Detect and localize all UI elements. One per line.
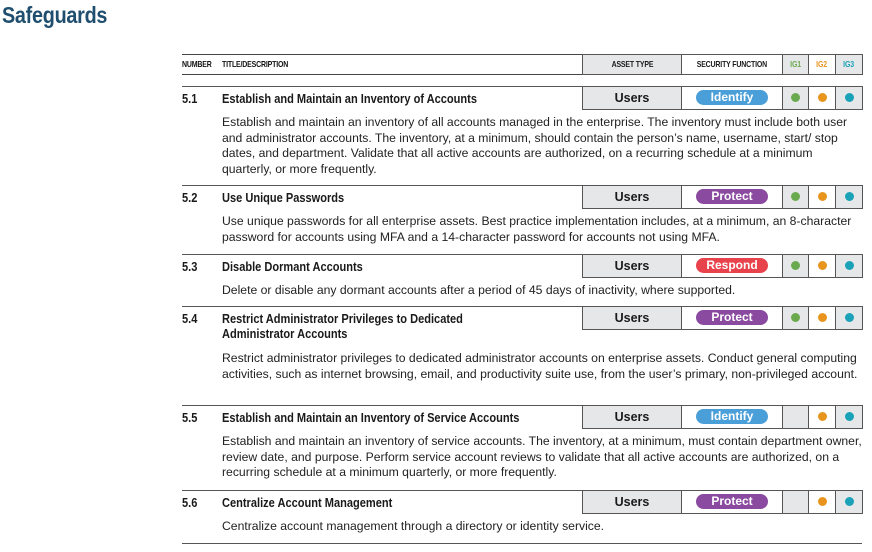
safeguards-table <box>182 54 862 533</box>
ig3-cell <box>835 254 863 278</box>
header-title: TITLE/DESCRIPTION <box>222 59 289 69</box>
ig1-cell <box>782 405 809 429</box>
ig2-dot-icon <box>818 93 827 102</box>
security-function-cell <box>681 306 783 330</box>
ig2-cell <box>808 405 836 429</box>
table-row <box>182 86 862 175</box>
header-security-function: SECURITY FUNCTION <box>681 54 783 75</box>
table-bottom-rule <box>182 543 862 544</box>
identify-badge: Identify <box>696 409 768 424</box>
table-row <box>182 254 862 307</box>
ig3-dot-icon <box>845 93 854 102</box>
safeguard-number: 5.1 <box>182 91 198 106</box>
asset-type-cell: Users <box>582 185 682 209</box>
ig3-dot-icon <box>845 412 854 421</box>
ig2-cell <box>808 86 836 110</box>
safeguard-title: Use Unique Passwords <box>222 190 345 205</box>
respond-badge: Respond <box>696 258 768 273</box>
safeguard-description: Restrict administrator privileges to dedicated administrator accounts on enterprise assets. Conduct general computing activities, such as internet browsing, email, and productivity suite use, from the user’s primary, non-privileged account. <box>222 351 858 381</box>
ig1-dot-icon <box>791 192 800 201</box>
ig3-cell <box>835 185 863 209</box>
safeguard-number: 5.6 <box>182 495 198 510</box>
table-row <box>182 405 862 492</box>
ig2-dot-icon <box>818 261 827 270</box>
safeguard-description: Establish and maintain an inventory of service accounts. The inventory, at a minimum, must contain department owner, review date, and purpose. Perform service account reviews to validate that all active accounts are authorized, on a recurring schedule at a minimum quarterly, or more frequently. <box>222 434 862 479</box>
ig2-cell <box>808 254 836 278</box>
table-row <box>182 306 862 407</box>
table-row <box>182 185 862 256</box>
asset-type-cell: Users <box>582 254 682 278</box>
safeguard-description: Use unique passwords for all enterprise assets. Best practice implementation includes, at a minimum, an 8-character password for accounts using MFA and a 14-character password for accounts not using MFA. <box>222 214 852 244</box>
safeguard-description: Centralize account management through a directory or identity service. <box>222 519 605 533</box>
asset-type-cell: Users <box>582 306 682 330</box>
ig1-dot-icon <box>791 261 800 270</box>
ig1-cell <box>782 254 809 278</box>
ig1-dot-icon <box>791 93 800 102</box>
protect-badge: Protect <box>696 189 768 204</box>
safeguard-title: Disable Dormant Accounts <box>222 259 363 274</box>
security-function-cell <box>681 254 783 278</box>
ig1-cell <box>782 185 809 209</box>
page-title: Safeguards <box>2 2 108 28</box>
ig1-dot-icon <box>791 313 800 322</box>
safeguard-number: 5.3 <box>182 259 198 274</box>
ig1-cell <box>782 306 809 330</box>
ig3-dot-icon <box>845 192 854 201</box>
ig1-cell <box>782 490 809 514</box>
security-function-cell <box>681 490 783 514</box>
table-header <box>182 54 862 75</box>
ig3-dot-icon <box>845 313 854 322</box>
ig2-dot-icon <box>818 497 827 506</box>
safeguard-title: Centralize Account Management <box>222 495 393 510</box>
protect-badge: Protect <box>696 494 768 509</box>
asset-type-cell: Users <box>582 490 682 514</box>
ig1-cell <box>782 86 809 110</box>
security-function-cell <box>681 405 783 429</box>
header-ig3: IG3 <box>835 54 863 75</box>
identify-badge: Identify <box>696 90 768 105</box>
safeguard-description: Establish and maintain an inventory of all accounts managed in the enterprise. The inventory must include both user and administrator accounts. The inventory, at a minimum, should contain the person’s name, username, start/ stop dates, and department. Validate that all active accounts are authorized, on a recurring schedule at a minimum quarterly, or more frequently. <box>222 115 848 176</box>
safeguard-number: 5.2 <box>182 190 198 205</box>
safeguard-title: Restrict Administrator Privileges to Dedicated Administrator Accounts <box>222 311 463 341</box>
ig3-cell <box>835 405 863 429</box>
ig2-cell <box>808 306 836 330</box>
safeguard-number: 5.5 <box>182 410 198 425</box>
ig2-dot-icon <box>818 412 827 421</box>
ig3-dot-icon <box>845 261 854 270</box>
header-number: NUMBER <box>182 59 212 69</box>
header-asset-type: ASSET TYPE <box>582 54 682 75</box>
ig3-cell <box>835 306 863 330</box>
ig3-cell <box>835 490 863 514</box>
ig2-cell <box>808 185 836 209</box>
ig3-cell <box>835 86 863 110</box>
safeguard-title: Establish and Maintain an Inventory of Service Accounts <box>222 410 520 425</box>
header-ig1: IG1 <box>782 54 809 75</box>
ig3-dot-icon <box>845 497 854 506</box>
ig2-dot-icon <box>818 313 827 322</box>
asset-type-cell: Users <box>582 405 682 429</box>
header-ig2: IG2 <box>808 54 836 75</box>
safeguard-number: 5.4 <box>182 311 198 326</box>
safeguard-title: Establish and Maintain an Inventory of Accounts <box>222 91 478 106</box>
security-function-cell <box>681 86 783 110</box>
safeguard-description: Delete or disable any dormant accounts after a period of 45 days of inactivity, where supported. <box>222 283 736 297</box>
ig2-dot-icon <box>818 192 827 201</box>
security-function-cell <box>681 185 783 209</box>
ig2-cell <box>808 490 836 514</box>
asset-type-cell: Users <box>582 86 682 110</box>
protect-badge: Protect <box>696 310 768 325</box>
table-row <box>182 490 862 543</box>
